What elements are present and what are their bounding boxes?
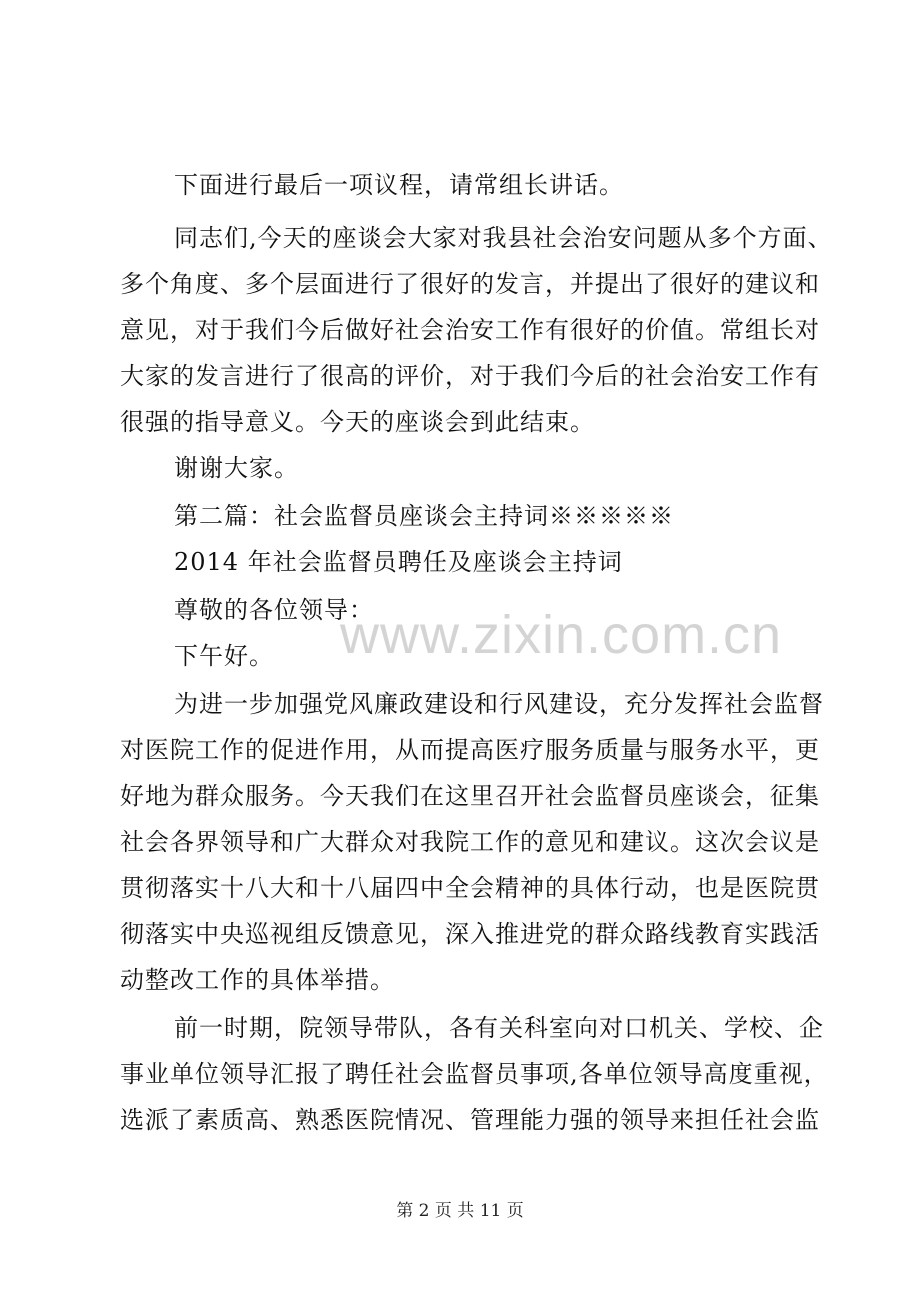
paragraph-line: 对医院工作的促进作用，从而提高医疗服务质量与服务水平，更: [120, 736, 820, 764]
greeting: 下午好。: [174, 642, 274, 670]
paragraph-line: 前一时期，院领导带队，各有关科室向对口机关、学校、企: [174, 1014, 824, 1042]
paragraph-line: 谢谢大家。: [174, 454, 299, 482]
paragraph-line: 彻落实中央巡视组反馈意见，深入推进党的群众路线教育实践活: [120, 920, 820, 948]
paragraph-line: 大家的发言进行了很高的评价，对于我们今后的社会治安工作有: [120, 362, 820, 390]
salutation: 尊敬的各位领导：: [174, 596, 374, 624]
paragraph-line: 选派了素质高、熟悉医院情况、管理能力强的领导来担任社会监: [120, 1106, 820, 1134]
section-heading: 第二篇：社会监督员座谈会主持词※※※※※: [174, 502, 674, 530]
document-title: 2014 年社会监督员聘任及座谈会主持词: [174, 548, 623, 576]
paragraph-line: 意见，对于我们今后做好社会治安工作有很好的价值。常组长对: [120, 316, 820, 344]
watermark: www.zixin.com.cn: [340, 605, 783, 665]
paragraph-line: 动整改工作的具体举措。: [120, 966, 395, 994]
paragraph-line: 为进一步加强党风廉政建设和行风建设，充分发挥社会监督: [174, 690, 824, 718]
paragraph-line: 贯彻落实十八大和十八届四中全会精神的具体行动，也是医院贯: [120, 874, 820, 902]
paragraph-line: 好地为群众服务。今天我们在这里召开社会监督员座谈会，征集: [120, 782, 820, 810]
paragraph-line: 下面进行最后一项议程，请常组长讲话。: [174, 171, 624, 199]
page-footer: 第 2 页 共 11 页: [396, 1201, 524, 1221]
paragraph-line: 社会各界领导和广大群众对我院工作的意见和建议。这次会议是: [120, 828, 820, 856]
paragraph-line: 很强的指导意义。今天的座谈会到此结束。: [120, 408, 595, 436]
paragraph-line: 同志们,今天的座谈会大家对我县社会治安问题从多个方面、: [174, 224, 833, 252]
paragraph-line: 事业单位领导汇报了聘任社会监督员事项,各单位领导高度重视，: [120, 1060, 829, 1088]
paragraph-line: 多个角度、多个层面进行了很好的发言，并提出了很好的建议和: [120, 270, 820, 298]
